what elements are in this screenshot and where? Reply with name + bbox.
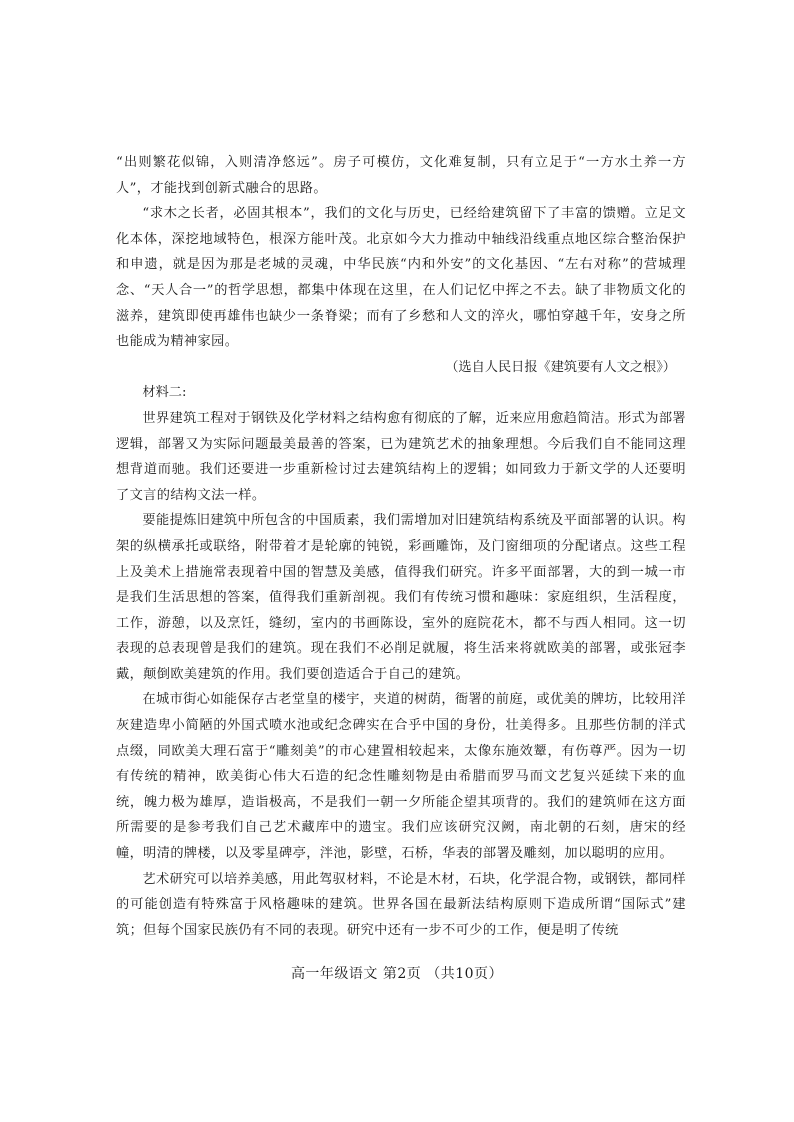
source-citation: （选自人民日报《建筑要有人文之根》） [445,359,676,375]
paragraph-5: 在城市街心如能保存古老堂皇的楼宇，夹道的树荫，衙署的前庭，或优美的牌坊，比较用洋灰建造卑小简陋的外国式喷水池或纪念碑实在合乎中国的身份，壮美得多。且那些仿制的洋式点缀，同欧美大理石富于“雕刻美”的市心建置相较起来，太像东施效颦，有伤尊严。因为一切有传统的精神，欧美街心伟大石造的纪念性雕刻物是由希腊而罗马而文艺复兴延续下来的血统，魄力极为雄厚，造诣极高，不是我们一朝一夕所能企望其项背的。我们的建筑师在这方面所需要的是参考我们自己艺术藏库中的遗宝。我们应该研究汉阙，南北朝的石刻，唐宋的经幢，明清的牌楼，以及零星碑亭，泮池，影壁，石桥，华表的部署及雕刻，加以聪明的应用。 [116,692,686,862]
material-two-heading: 材料二: [142,385,187,401]
page-content [116,150,686,943]
page-footer: 高一年级语文 第2页 （共10页） [290,966,504,982]
paragraph-1: “出则繁花似锦，入则清净悠远”。房子可模仿，文化难复制，只有立足于“一方水土养一方人”，才能找到创新式融合的思路。 [116,155,686,196]
paragraph-6: 艺术研究可以培养美感，用此驾驭材料，不论是木材，石块，化学混合物，或钢铁，都同样的可能创造有特殊富于风格趣味的建筑。世界各国在最新法结构原则下造成所谓“国际式”建筑；但每个国家民族仍有不同的表现。研究中还有一步不可少的工作，便是明了传统 [116,871,686,938]
paragraph-3: 世界建筑工程对于钢铁及化学材料之结构愈有彻底的了解，近来应用愈趋简洁。形式为部署逻辑，部署又为实际问题最美最善的答案，已为建筑艺术的抽象理想。今后我们自不能同这理想背道而驰。我们还要进一步重新检讨过去建筑结构上的逻辑；如同致力于新文学的人还要明了文言的结构文法一样。 [116,410,686,503]
paragraph-4: 要能提炼旧建筑中所包含的中国质素，我们需增加对旧建筑结构系统及平面部署的认识。构架的纵横承托或联络，附带着才是轮廓的钝锐，彩画雕饰，及门窗细项的分配诸点。这些工程上及美术上措施常表现着中国的智慧及美感，值得我们研究。许多平面部署，大的到一城一市是我们生活思想的答案，值得我们重新剖视。我们有传统习惯和趣味：家庭组织，生活程度，工作，游憩，以及烹饪，缝纫，室内的书画陈设，室外的庭院花木，都不与西人相同。这一切表现的总表现曾是我们的建筑。现在我们不必削足就履，将生活来将就欧美的部署，或张冠李戴，颠倒欧美建筑的作用。我们要创造适合于自己的建筑。 [116,513,686,682]
paragraph-2: “求木之长者，必固其根本”，我们的文化与历史，已经给建筑留下了丰富的馈赠。立足文化本体，深挖地域特色，根深方能叶茂。北京如今大力推动中轴线沿线重点地区综合整治保护和申遗，就是因为那是老城的灵魂，中华民族“内和外安”的文化基因、“左右对称”的营城理念、“天人合一”的哲学思想，都集中体现在这里，在人们记忆中挥之不去。缺了非物质文化的滋养，建筑即使再雄伟也缺少一条脊梁；而有了乡愁和人文的淬火，哪怕穿越千年，安身之所也能成为精神家园。 [116,206,686,350]
